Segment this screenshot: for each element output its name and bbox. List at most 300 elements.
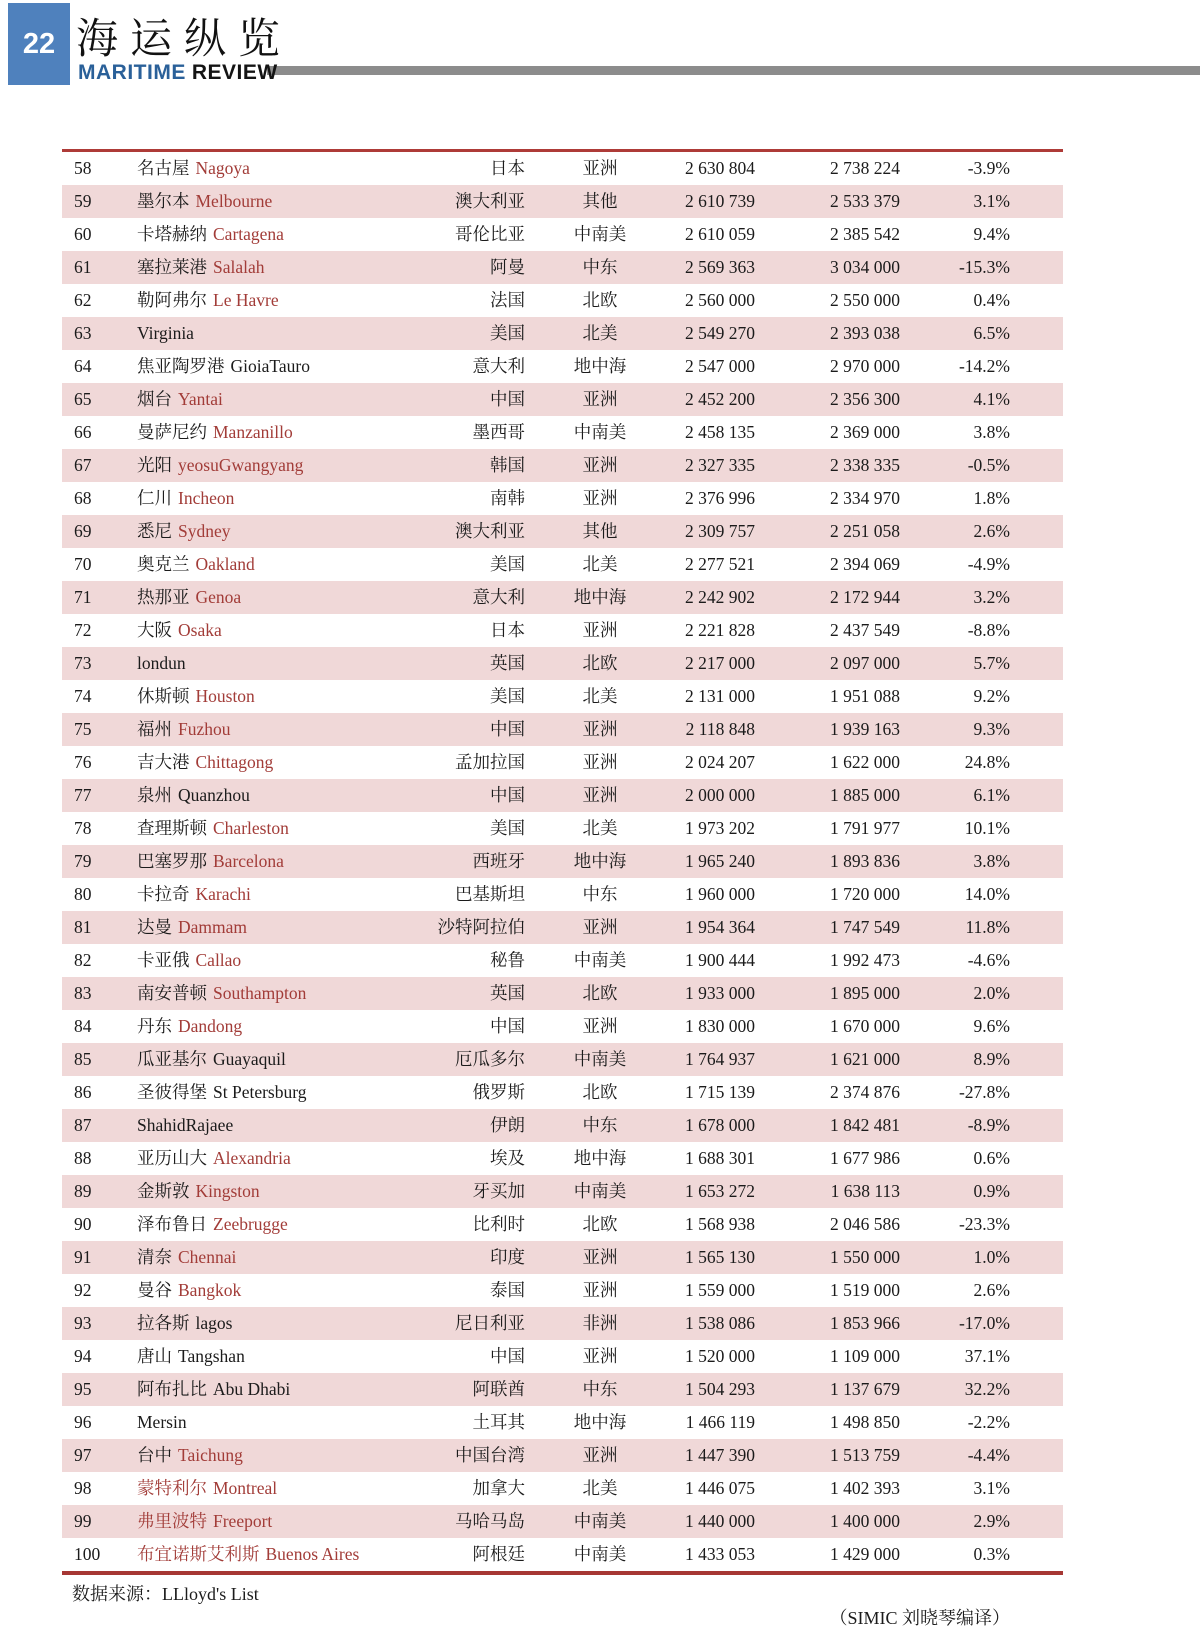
port-name-cell bbox=[137, 317, 412, 350]
table-row bbox=[62, 1406, 1063, 1439]
volume-2-cell: 1 670 000 bbox=[830, 1016, 900, 1036]
table-row bbox=[62, 185, 1063, 218]
volume-2-cell: 1 519 000 bbox=[830, 1280, 900, 1300]
table-row bbox=[62, 1307, 1063, 1340]
port-name-cell bbox=[137, 647, 412, 680]
volume-1-cell: 1 433 053 bbox=[685, 1544, 755, 1564]
subtitle-maritime: MARITIME bbox=[78, 61, 186, 84]
volume-2-cell: 1 550 000 bbox=[830, 1247, 900, 1267]
volume-1-cell: 1 538 086 bbox=[685, 1313, 755, 1333]
port-name-cn: 布宜诺斯艾利斯 bbox=[137, 1544, 260, 1564]
port-name-cell bbox=[137, 1505, 412, 1538]
region-cell: 地中海 bbox=[573, 1148, 627, 1168]
port-name-en: Salalah bbox=[213, 257, 265, 277]
port-name-en: Charleston bbox=[213, 818, 289, 838]
rank-cell: 72 bbox=[74, 620, 92, 640]
table-row bbox=[62, 581, 1063, 614]
change-cell: 11.8% bbox=[965, 917, 1010, 937]
change-cell: 1.8% bbox=[973, 488, 1010, 508]
volume-1-cell: 1 440 000 bbox=[685, 1511, 755, 1531]
port-name-en: Tangshan bbox=[178, 1346, 245, 1366]
table-row bbox=[62, 1109, 1063, 1142]
region-cell: 亚洲 bbox=[582, 620, 618, 640]
table-row bbox=[62, 944, 1063, 977]
volume-2-cell: 2 738 224 bbox=[830, 158, 900, 178]
volume-1-cell: 1 568 938 bbox=[685, 1214, 755, 1234]
region-cell: 非洲 bbox=[582, 1313, 618, 1333]
volume-1-cell: 1 678 000 bbox=[685, 1115, 755, 1135]
change-cell: 3.1% bbox=[973, 1478, 1010, 1498]
port-name-cn: 查理斯顿 bbox=[137, 818, 207, 838]
volume-2-cell: 1 853 966 bbox=[830, 1313, 900, 1333]
country-cell: 阿联酋 bbox=[472, 1379, 525, 1399]
region-cell: 亚洲 bbox=[582, 158, 618, 178]
rank-cell: 74 bbox=[74, 686, 92, 706]
region-cell: 亚洲 bbox=[582, 1445, 618, 1465]
country-cell: 阿根廷 bbox=[472, 1544, 525, 1564]
region-cell: 其他 bbox=[582, 521, 618, 541]
port-name-cn: 阿布扎比 bbox=[137, 1379, 207, 1399]
volume-2-cell: 1 498 850 bbox=[830, 1412, 900, 1432]
port-name-en: Osaka bbox=[178, 620, 222, 640]
port-name-cn: 焦亚陶罗港 bbox=[137, 356, 225, 376]
country-cell: 厄瓜多尔 bbox=[455, 1049, 525, 1069]
port-name-cell bbox=[137, 1439, 412, 1472]
change-cell: 0.3% bbox=[973, 1544, 1010, 1564]
port-name-cn: 拉各斯 bbox=[137, 1313, 190, 1333]
change-cell: 9.4% bbox=[973, 224, 1010, 244]
volume-2-cell: 1 400 000 bbox=[830, 1511, 900, 1531]
port-name-cn: 休斯顿 bbox=[137, 686, 190, 706]
table-row bbox=[62, 977, 1063, 1010]
country-cell: 澳大利亚 bbox=[455, 191, 525, 211]
change-cell: -27.8% bbox=[958, 1082, 1010, 1102]
port-name-cell bbox=[137, 944, 412, 977]
country-cell: 阿曼 bbox=[490, 257, 525, 277]
port-name-cell bbox=[137, 878, 412, 911]
port-name-cn: 热那亚 bbox=[137, 587, 190, 607]
port-name-cn: 勒阿弗尔 bbox=[137, 290, 207, 310]
port-name-cell bbox=[137, 977, 412, 1010]
table-row bbox=[62, 1340, 1063, 1373]
volume-1-cell: 2 549 270 bbox=[685, 323, 755, 343]
region-cell: 北美 bbox=[582, 554, 618, 574]
port-name-cell bbox=[137, 383, 412, 416]
port-name-en: Nagoya bbox=[195, 158, 250, 178]
rank-cell: 94 bbox=[74, 1346, 92, 1366]
port-name-en: GioiaTauro bbox=[230, 356, 310, 376]
port-name-cn: 曼萨尼约 bbox=[137, 422, 207, 442]
volume-2-cell: 1 791 977 bbox=[830, 818, 900, 838]
country-cell: 法国 bbox=[490, 290, 525, 310]
port-name-cn: 丹东 bbox=[137, 1016, 172, 1036]
rank-cell: 69 bbox=[74, 521, 92, 541]
port-name-cell bbox=[137, 218, 412, 251]
volume-1-cell: 2 547 000 bbox=[685, 356, 755, 376]
change-cell: -3.9% bbox=[967, 158, 1010, 178]
table-row bbox=[62, 1241, 1063, 1274]
country-cell: 南韩 bbox=[490, 488, 525, 508]
volume-2-cell: 1 638 113 bbox=[830, 1181, 900, 1201]
change-cell: -4.9% bbox=[967, 554, 1010, 574]
country-cell: 美国 bbox=[490, 554, 525, 574]
port-name-cn: 巴塞罗那 bbox=[137, 851, 207, 871]
volume-2-cell: 2 550 000 bbox=[830, 290, 900, 310]
rank-cell: 79 bbox=[74, 851, 92, 871]
change-cell: 8.9% bbox=[973, 1049, 1010, 1069]
rank-cell: 76 bbox=[74, 752, 92, 772]
rank-cell: 82 bbox=[74, 950, 92, 970]
volume-2-cell: 2 970 000 bbox=[830, 356, 900, 376]
change-cell: -8.9% bbox=[967, 1115, 1010, 1135]
region-cell: 北美 bbox=[582, 686, 618, 706]
volume-2-cell: 1 109 000 bbox=[830, 1346, 900, 1366]
rank-cell: 62 bbox=[74, 290, 92, 310]
region-cell: 北欧 bbox=[582, 1082, 618, 1102]
table-row bbox=[62, 317, 1063, 350]
port-name-en: Quanzhou bbox=[178, 785, 250, 805]
change-cell: -4.6% bbox=[967, 950, 1010, 970]
volume-2-cell: 1 137 679 bbox=[830, 1379, 900, 1399]
port-name-en: ShahidRajaee bbox=[137, 1115, 234, 1135]
table-row bbox=[62, 1010, 1063, 1043]
port-name-cn: 卡亚俄 bbox=[137, 950, 190, 970]
volume-1-cell: 2 560 000 bbox=[685, 290, 755, 310]
rank-cell: 68 bbox=[74, 488, 92, 508]
volume-1-cell: 1 447 390 bbox=[685, 1445, 755, 1465]
region-cell: 亚洲 bbox=[582, 917, 618, 937]
change-cell: 10.1% bbox=[964, 818, 1010, 838]
subtitle-review: REVIEW bbox=[191, 61, 278, 84]
table-row bbox=[62, 515, 1063, 548]
region-cell: 北美 bbox=[582, 818, 618, 838]
change-cell: 24.8% bbox=[964, 752, 1010, 772]
change-cell: -15.3% bbox=[958, 257, 1010, 277]
port-name-cn: 仁川 bbox=[137, 488, 172, 508]
country-cell: 巴基斯坦 bbox=[455, 884, 525, 904]
port-name-en: Oakland bbox=[195, 554, 255, 574]
country-cell: 西班牙 bbox=[472, 851, 525, 871]
volume-1-cell: 2 327 335 bbox=[685, 455, 755, 475]
table-row bbox=[62, 1472, 1063, 1505]
page-number-box bbox=[8, 3, 70, 85]
volume-1-cell: 1 954 364 bbox=[685, 917, 755, 937]
country-cell: 沙特阿拉伯 bbox=[437, 917, 525, 937]
rank-cell: 63 bbox=[74, 323, 92, 343]
rank-cell: 87 bbox=[74, 1115, 92, 1135]
change-cell: 32.2% bbox=[964, 1379, 1010, 1399]
volume-2-cell: 2 385 542 bbox=[830, 224, 900, 244]
port-name-en: Fuzhou bbox=[178, 719, 231, 739]
volume-2-cell: 2 046 586 bbox=[830, 1214, 900, 1234]
volume-1-cell: 1 933 000 bbox=[685, 983, 755, 1003]
volume-1-cell: 2 376 996 bbox=[685, 488, 755, 508]
port-name-cell bbox=[137, 284, 412, 317]
volume-1-cell: 1 466 119 bbox=[685, 1412, 755, 1432]
region-cell: 亚洲 bbox=[582, 1346, 618, 1366]
country-cell: 泰国 bbox=[490, 1280, 525, 1300]
port-name-cell bbox=[137, 1241, 412, 1274]
port-name-cell bbox=[137, 1010, 412, 1043]
table-row bbox=[62, 614, 1063, 647]
volume-2-cell: 2 097 000 bbox=[830, 653, 900, 673]
volume-1-cell: 1 960 000 bbox=[685, 884, 755, 904]
table-row bbox=[62, 548, 1063, 581]
port-name-cell bbox=[137, 1109, 412, 1142]
port-name-cn: 蒙特利尔 bbox=[137, 1478, 207, 1498]
rank-cell: 96 bbox=[74, 1412, 92, 1432]
volume-1-cell: 2 221 828 bbox=[685, 620, 755, 640]
country-cell: 哥伦比亚 bbox=[455, 224, 525, 244]
port-name-cell bbox=[137, 713, 412, 746]
volume-2-cell: 1 513 759 bbox=[830, 1445, 900, 1465]
volume-1-cell: 1 688 301 bbox=[685, 1148, 755, 1168]
volume-2-cell: 1 621 000 bbox=[830, 1049, 900, 1069]
ports-table bbox=[62, 149, 1063, 1575]
change-cell: 2.6% bbox=[973, 521, 1010, 541]
table-row bbox=[62, 779, 1063, 812]
rank-cell: 100 bbox=[74, 1544, 101, 1564]
region-cell: 亚洲 bbox=[582, 488, 618, 508]
port-name-cn: 泉州 bbox=[137, 785, 172, 805]
volume-2-cell: 1 402 393 bbox=[830, 1478, 900, 1498]
region-cell: 亚洲 bbox=[582, 1016, 618, 1036]
port-name-en: Southampton bbox=[213, 983, 307, 1003]
table-row bbox=[62, 1274, 1063, 1307]
change-cell: 0.6% bbox=[973, 1148, 1010, 1168]
volume-1-cell: 2 630 804 bbox=[685, 158, 755, 178]
rank-cell: 66 bbox=[74, 422, 92, 442]
country-cell: 美国 bbox=[490, 323, 525, 343]
port-name-en: Manzanillo bbox=[213, 422, 293, 442]
change-cell: 5.7% bbox=[973, 653, 1010, 673]
country-cell: 加拿大 bbox=[472, 1478, 525, 1498]
change-cell: -14.2% bbox=[958, 356, 1010, 376]
volume-2-cell: 2 374 876 bbox=[830, 1082, 900, 1102]
volume-2-cell: 2 394 069 bbox=[830, 554, 900, 574]
rank-cell: 91 bbox=[74, 1247, 92, 1267]
change-cell: 4.1% bbox=[973, 389, 1010, 409]
country-cell: 韩国 bbox=[490, 455, 525, 475]
country-cell: 中国 bbox=[490, 719, 525, 739]
rank-cell: 90 bbox=[74, 1214, 92, 1234]
table-row bbox=[62, 878, 1063, 911]
rank-cell: 95 bbox=[74, 1379, 92, 1399]
change-cell: -4.4% bbox=[967, 1445, 1010, 1465]
region-cell: 地中海 bbox=[573, 851, 627, 871]
port-name-en: Bangkok bbox=[178, 1280, 242, 1300]
port-name-en: Mersin bbox=[137, 1412, 187, 1432]
rank-cell: 58 bbox=[74, 158, 92, 178]
volume-2-cell: 1 893 836 bbox=[830, 851, 900, 871]
table-row bbox=[62, 482, 1063, 515]
port-name-en: lagos bbox=[195, 1313, 233, 1333]
port-name-cell bbox=[137, 845, 412, 878]
port-name-en: Freeport bbox=[213, 1511, 273, 1531]
port-name-en: Karachi bbox=[195, 884, 251, 904]
region-cell: 地中海 bbox=[573, 587, 627, 607]
port-name-cell bbox=[137, 614, 412, 647]
volume-2-cell: 2 437 549 bbox=[830, 620, 900, 640]
port-name-cn: 塞拉莱港 bbox=[137, 257, 207, 277]
country-cell: 孟加拉国 bbox=[455, 752, 525, 772]
port-name-cell bbox=[137, 812, 412, 845]
port-name-cell bbox=[137, 1175, 412, 1208]
volume-2-cell: 1 992 473 bbox=[830, 950, 900, 970]
change-cell: 0.4% bbox=[973, 290, 1010, 310]
table-row bbox=[62, 416, 1063, 449]
country-cell: 意大利 bbox=[472, 587, 525, 607]
country-cell: 澳大利亚 bbox=[455, 521, 525, 541]
port-name-cell bbox=[137, 1373, 412, 1406]
volume-2-cell: 1 720 000 bbox=[830, 884, 900, 904]
rank-cell: 92 bbox=[74, 1280, 92, 1300]
port-name-en: Le Havre bbox=[213, 290, 279, 310]
rank-cell: 84 bbox=[74, 1016, 92, 1036]
region-cell: 北欧 bbox=[582, 653, 618, 673]
volume-1-cell: 1 653 272 bbox=[685, 1181, 755, 1201]
port-name-cell bbox=[137, 482, 412, 515]
port-name-cell bbox=[137, 1406, 412, 1439]
port-name-cell bbox=[137, 449, 412, 482]
country-cell: 伊朗 bbox=[490, 1115, 525, 1135]
port-name-en: Yantai bbox=[178, 389, 223, 409]
port-name-cell bbox=[137, 581, 412, 614]
volume-2-cell: 2 338 335 bbox=[830, 455, 900, 475]
port-name-cell bbox=[137, 1208, 412, 1241]
port-name-en: Callao bbox=[195, 950, 242, 970]
change-cell: -0.5% bbox=[967, 455, 1010, 475]
port-name-cn: 清奈 bbox=[137, 1247, 172, 1267]
region-cell: 北美 bbox=[582, 1478, 618, 1498]
volume-1-cell: 2 118 848 bbox=[685, 719, 755, 739]
port-name-cn: 圣彼得堡 bbox=[137, 1082, 207, 1102]
volume-2-cell: 1 677 986 bbox=[830, 1148, 900, 1168]
port-name-cell bbox=[137, 185, 412, 218]
port-name-en: Barcelona bbox=[213, 851, 284, 871]
country-cell: 秘鲁 bbox=[490, 950, 525, 970]
region-cell: 中东 bbox=[582, 1115, 618, 1135]
page-title: 海运纵览 bbox=[76, 17, 293, 63]
region-cell: 中南美 bbox=[573, 224, 627, 244]
port-name-cn: 亚历山大 bbox=[137, 1148, 207, 1168]
region-cell: 地中海 bbox=[573, 1412, 627, 1432]
table-row bbox=[62, 383, 1063, 416]
region-cell: 中南美 bbox=[573, 1181, 627, 1201]
table-row bbox=[62, 152, 1063, 185]
rank-cell: 83 bbox=[74, 983, 92, 1003]
port-name-en: St Petersburg bbox=[213, 1082, 307, 1102]
change-cell: 2.0% bbox=[973, 983, 1010, 1003]
change-cell: 14.0% bbox=[964, 884, 1010, 904]
rank-cell: 78 bbox=[74, 818, 92, 838]
volume-1-cell: 2 452 200 bbox=[685, 389, 755, 409]
table-row bbox=[62, 1538, 1063, 1571]
volume-1-cell: 1 973 202 bbox=[685, 818, 755, 838]
port-name-en: Buenos Aires bbox=[265, 1544, 360, 1564]
region-cell: 亚洲 bbox=[582, 1247, 618, 1267]
volume-1-cell: 1 504 293 bbox=[685, 1379, 755, 1399]
port-name-cn: 唐山 bbox=[137, 1346, 172, 1366]
volume-2-cell: 1 939 163 bbox=[830, 719, 900, 739]
country-cell: 中国台湾 bbox=[455, 1445, 525, 1465]
port-name-cell bbox=[137, 1307, 412, 1340]
volume-2-cell: 1 951 088 bbox=[830, 686, 900, 706]
volume-2-cell: 1 842 481 bbox=[830, 1115, 900, 1135]
country-cell: 尼日利亚 bbox=[455, 1313, 525, 1333]
port-name-en: Cartagena bbox=[213, 224, 284, 244]
volume-1-cell: 1 446 075 bbox=[685, 1478, 755, 1498]
region-cell: 亚洲 bbox=[582, 389, 618, 409]
table-row bbox=[62, 713, 1063, 746]
port-name-cn: 光阳 bbox=[137, 455, 172, 475]
header-divider-bar bbox=[267, 66, 1200, 75]
country-cell: 意大利 bbox=[472, 356, 525, 376]
region-cell: 北欧 bbox=[582, 983, 618, 1003]
port-name-en: Incheon bbox=[178, 488, 235, 508]
port-name-cell bbox=[137, 680, 412, 713]
volume-1-cell: 2 610 059 bbox=[685, 224, 755, 244]
change-cell: 6.1% bbox=[973, 785, 1010, 805]
volume-2-cell: 2 393 038 bbox=[830, 323, 900, 343]
table-row bbox=[62, 284, 1063, 317]
volume-2-cell: 2 356 300 bbox=[830, 389, 900, 409]
port-name-en: Abu Dhabi bbox=[213, 1379, 291, 1399]
region-cell: 中南美 bbox=[573, 422, 627, 442]
table-row bbox=[62, 1208, 1063, 1241]
country-cell: 马哈马岛 bbox=[455, 1511, 525, 1531]
region-cell: 中东 bbox=[582, 884, 618, 904]
volume-1-cell: 2 131 000 bbox=[685, 686, 755, 706]
port-name-cell bbox=[137, 911, 412, 944]
rank-cell: 80 bbox=[74, 884, 92, 904]
port-name-en: Genoa bbox=[195, 587, 242, 607]
page-number: 22 bbox=[22, 27, 56, 60]
table-row bbox=[62, 1142, 1063, 1175]
region-cell: 地中海 bbox=[573, 356, 627, 376]
port-name-en: londun bbox=[137, 653, 186, 673]
country-cell: 日本 bbox=[490, 158, 525, 178]
table-row bbox=[62, 1439, 1063, 1472]
port-name-cn: 达曼 bbox=[137, 917, 172, 937]
rank-cell: 98 bbox=[74, 1478, 92, 1498]
table-row bbox=[62, 251, 1063, 284]
table-row bbox=[62, 1505, 1063, 1538]
rank-cell: 71 bbox=[74, 587, 92, 607]
country-cell: 牙买加 bbox=[472, 1181, 525, 1201]
volume-1-cell: 2 309 757 bbox=[685, 521, 755, 541]
port-name-en: Virginia bbox=[137, 323, 194, 343]
port-name-cell bbox=[137, 152, 412, 185]
region-cell: 中南美 bbox=[573, 950, 627, 970]
port-name-cn: 卡塔赫纳 bbox=[137, 224, 207, 244]
country-cell: 埃及 bbox=[490, 1148, 525, 1168]
volume-1-cell: 2 217 000 bbox=[685, 653, 755, 673]
country-cell: 墨西哥 bbox=[472, 422, 525, 442]
region-cell: 北欧 bbox=[582, 290, 618, 310]
table-row bbox=[62, 911, 1063, 944]
region-cell: 亚洲 bbox=[582, 1280, 618, 1300]
volume-1-cell: 2 610 739 bbox=[685, 191, 755, 211]
volume-1-cell: 2 000 000 bbox=[685, 785, 755, 805]
change-cell: 2.6% bbox=[973, 1280, 1010, 1300]
region-cell: 中南美 bbox=[573, 1511, 627, 1531]
country-cell: 印度 bbox=[490, 1247, 525, 1267]
rank-cell: 89 bbox=[74, 1181, 92, 1201]
rank-cell: 70 bbox=[74, 554, 92, 574]
table-row bbox=[62, 845, 1063, 878]
port-name-cell bbox=[137, 1043, 412, 1076]
